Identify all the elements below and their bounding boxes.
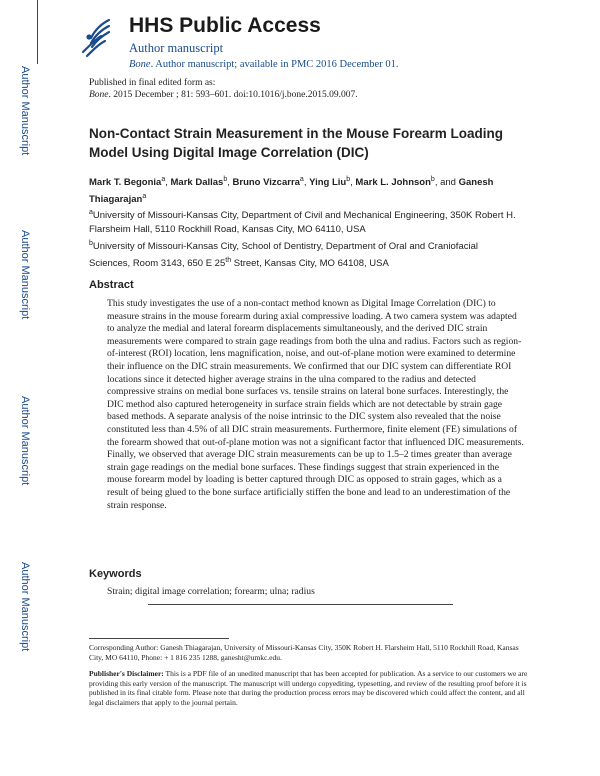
keywords-heading: Keywords	[89, 568, 142, 580]
author-affiliation-mark: b	[223, 176, 228, 183]
author-name: Mark Dallas	[170, 177, 224, 189]
hhs-title: HHS Public Access	[129, 14, 321, 37]
affiliation-text: University of Missouri-Kansas City, School of Dentistry, Department of Oral and Craniofacial Sciences, Room 3143, 650 E 25	[89, 241, 478, 270]
side-label-author-manuscript: Author Manuscript	[19, 230, 31, 320]
affiliation-mark: b	[89, 240, 93, 247]
journal-availability	[129, 59, 398, 70]
author-separator: ,	[165, 177, 171, 189]
article-title: Non-Contact Strain Measurement in the Mouse Forearm Loading Model Using Digital Image Correlation (DIC)	[89, 126, 504, 160]
citation	[89, 89, 358, 101]
publisher-disclaimer	[89, 669, 529, 707]
author-manuscript-label: Author manuscript	[129, 41, 224, 55]
abstract-heading: Abstract	[89, 279, 134, 291]
side-label-author-manuscript: Author Manuscript	[19, 396, 31, 486]
author-separator: ,	[227, 177, 233, 189]
side-label-author-manuscript: Author Manuscript	[19, 562, 31, 652]
author-name: Bruno Vizcarra	[232, 177, 300, 189]
abstract-body: This study investigates the use of a non-contact method known as Digital Image Correlation (DIC) to measure strains in the mouse forearm during axial compressive loading. A two camera system was adapted to analyze the medial and lateral forearm displacements simultaneously, and the derived DIC strain measurements were compared to strain gage readings from both the ulna and radius. Factors such as region-of-interest (ROI) location, lens magnification, noise, and out-of-plane motion were examined to determine their influence on the DIC strain measurements. We confirmed that our DIC system can differentiate ROI locations since it detected higher average strains in the ulna compared to the radius and detected compressive strains on medial bone surfaces vs. tensile strains on lateral bone surfaces. Interestingly, the DIC method also captured heterogeneity in surface strain fields which are not detectable by strain gage based methods. A separate analysis of the noise intrinsic to the DIC system also revealed that the noise constituted less than 4.5% of all DIC strain measurements. Furthermore, finite element (FE) simulations of the forearm showed that out-of-plane motion was not a significant factor that influenced DIC measurements. Finally, we observed that average DIC strain measurements can be up to 1.5–2 times greater than average strain gage readings on the medial bone surfaces. These findings suggest that strain experienced in the mouse forearm model by loading is better captured through DIC as opposed to strain gages, which as a result of being glued to the bone surface artificially stiffen the bone and lead to an underestimation of the strain response.	[107, 298, 524, 511]
citation-details: . 2015 December ; 81: 593–601. doi:10.1016/j.bone.2015.09.007.	[108, 90, 358, 100]
disclaimer-text: This is a PDF file of an unedited manuscript that has been accepted for publication. As a service to our customers we are providing this early version of the manuscript. The manuscript will undergo copyediting, typesetting, and review of the resulting proof before it is published in its final citable form. Please note that during the production process errors may be discovered which could affect the content, and all legal disclaimers that apply to the journal pertain.	[89, 669, 528, 707]
affiliation-mark: a	[89, 209, 93, 216]
published-in-label: Published in final edited form as:	[89, 78, 216, 88]
hhs-header	[79, 14, 569, 74]
author-name: Mark T. Begonia	[89, 177, 162, 189]
corresponding-author-note: Corresponding Author: Ganesh Thiagarajan, University of Missouri-Kansas City, 350K Robert H. Flarsheim Hall, 5110 Rockhill Road, Kansas City, MO 64110, Phone: + 1 816 235 1288, ganesht@umkc.edu.	[89, 643, 519, 662]
author-affiliation-mark: a	[299, 176, 304, 183]
header-divider-line	[37, 0, 38, 64]
author-separator: ,	[350, 177, 356, 189]
availability-text: . Author manuscript; available in PMC 2016 December 01.	[150, 59, 399, 70]
author-affiliation-mark: a	[161, 176, 166, 183]
citation-journal: Bone	[89, 90, 109, 100]
footnote-divider	[89, 638, 229, 639]
affiliation-a	[89, 206, 519, 237]
author-name: Ying Liu	[309, 177, 347, 189]
author-affiliation-mark: b	[430, 176, 435, 183]
author-list	[89, 173, 519, 207]
author-name: Mark L. Johnson	[355, 177, 431, 189]
author-affiliation-mark: a	[142, 193, 147, 201]
author-separator: ,	[303, 177, 310, 189]
disclaimer-label: Publisher's Disclaimer:	[89, 669, 164, 678]
hhs-eagle-icon	[79, 16, 113, 58]
author-name: Ganesh Thiagarajan	[89, 177, 494, 206]
journal-name: Bone	[129, 59, 151, 70]
affiliation-text: University of Missouri-Kansas City, Department of Civil and Mechanical Engineering, 350K Robert H. Flarsheim Hall, 5110 Rockhill Road, Kansas City, MO 64110, USA	[89, 210, 516, 236]
keywords-list: Strain; digital image correlation; forearm; ulna; radius	[107, 586, 315, 597]
keywords-divider	[148, 604, 453, 605]
affiliation-text: Street, Kansas City, MO 64108, USA	[231, 258, 389, 270]
publication-info	[89, 77, 358, 101]
side-label-author-manuscript: Author Manuscript	[19, 66, 31, 156]
ordinal-suffix: th	[225, 257, 232, 265]
author-separator: , and	[434, 177, 459, 189]
author-affiliation-mark: b	[346, 176, 351, 183]
affiliation-b	[89, 237, 519, 271]
